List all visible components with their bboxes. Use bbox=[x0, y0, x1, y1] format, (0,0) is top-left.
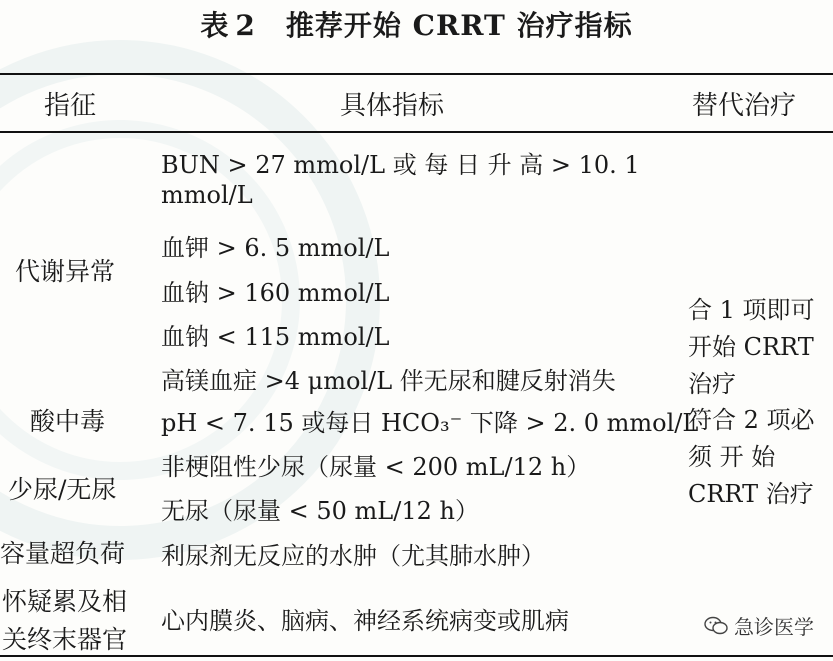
table-title bbox=[0, 4, 833, 44]
table-label: 表 bbox=[200, 9, 230, 42]
category-oliguria: 少尿/无尿 bbox=[8, 475, 117, 504]
indicator-bun: BUN > 27 mmol/L 或 每 日 升 高 > 10. 1 bbox=[161, 151, 640, 179]
indicator-ph: pH < 7. 15 或每日 HCO₃⁻ 下降 > 2. 0 mmol/L bbox=[161, 409, 699, 437]
indicator-sodium-high: 血钠 > 160 mmol/L bbox=[161, 279, 390, 307]
category-end-organ-line2: 关终末器官 bbox=[2, 625, 128, 654]
indicator-edema: 利尿剂无反应的水肿（尤其肺水肿） bbox=[161, 542, 545, 570]
indicator-sodium-low: 血钠 < 115 mmol/L bbox=[161, 323, 390, 351]
category-volume-overload: 容量超负荷 bbox=[0, 539, 126, 568]
table-title-text: 推荐开始 CRRT 治疗指标 bbox=[285, 9, 633, 42]
indicator-anuria: 无尿（尿量 < 50 mL/12 h） bbox=[161, 497, 479, 525]
category-acidosis: 酸中毒 bbox=[30, 407, 106, 436]
brand-watermark bbox=[704, 611, 814, 640]
indicator-potassium: 血钾 > 6. 5 mmol/L bbox=[161, 234, 390, 262]
header-specific-indicators: 具体指标 bbox=[340, 91, 445, 121]
indicator-end-organ: 心内膜炎、脑病、神经系统病变或肌病 bbox=[161, 607, 569, 635]
replacement-line-3: 治疗 bbox=[688, 370, 736, 398]
header-replacement-therapy: 替代治疗 bbox=[692, 91, 797, 121]
replacement-line-5: 须 开 始 bbox=[688, 443, 776, 471]
replacement-line-2: 开始 CRRT bbox=[688, 333, 814, 361]
replacement-line-6: CRRT 治疗 bbox=[688, 480, 814, 508]
category-metabolic: 代谢异常 bbox=[15, 257, 116, 286]
category-end-organ-line1: 怀疑累及相 bbox=[2, 587, 128, 616]
header-indication: 指征 bbox=[44, 91, 97, 121]
replacement-line-4: 符合 2 项必 bbox=[688, 406, 815, 434]
wechat-icon bbox=[704, 616, 728, 636]
indicator-oliguria: 非梗阻性少尿（尿量 < 200 mL/12 h） bbox=[161, 453, 591, 481]
top-rule bbox=[0, 73, 833, 75]
table-number: 2 bbox=[235, 9, 256, 42]
replacement-line-1: 合 1 项即可 bbox=[688, 296, 815, 324]
brand-name: 急诊医学 bbox=[734, 615, 814, 639]
indicator-bun-unit: mmol/L bbox=[161, 181, 253, 209]
indicator-magnesium: 高镁血症 >4 μmol/L 伴无尿和腱反射消失 bbox=[161, 367, 616, 395]
header-rule bbox=[0, 131, 833, 133]
